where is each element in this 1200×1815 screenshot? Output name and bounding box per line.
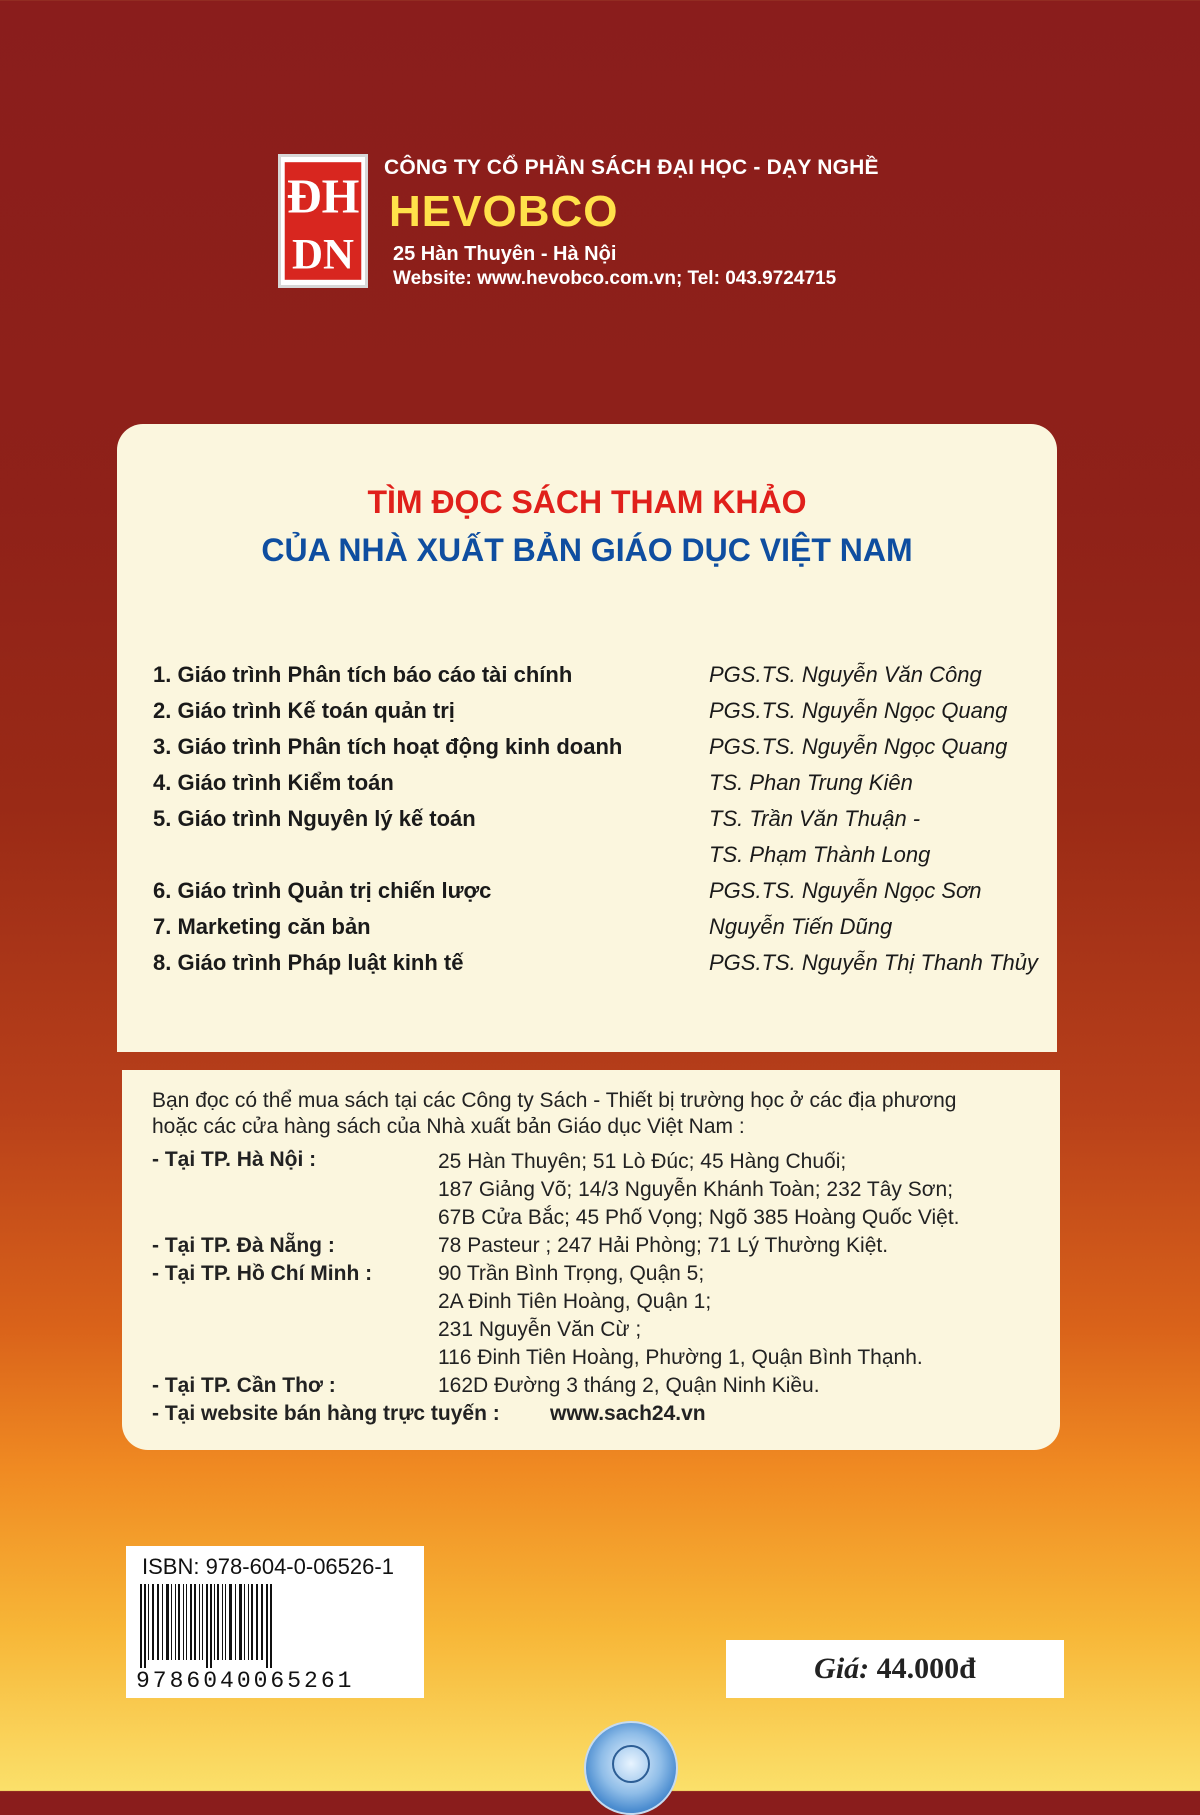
barcode-bar — [157, 1584, 159, 1660]
barcode-bar — [217, 1584, 219, 1660]
book-row — [153, 914, 1033, 946]
book-row — [153, 950, 1038, 982]
barcode-bar — [225, 1584, 226, 1660]
address-line: 162D Đường 3 tháng 2, Quận Ninh Kiều. — [438, 1374, 820, 1397]
barcode-bar — [175, 1584, 176, 1660]
address-line: 2A Đinh Tiên Hoàng, Quận 1; — [438, 1290, 712, 1313]
barcode-bar — [140, 1584, 142, 1668]
barcode-bar — [152, 1584, 154, 1660]
book-row — [153, 770, 1033, 802]
book-title: 4. Giáo trình Kiểm toán — [153, 770, 394, 795]
price-label: Giá: — [814, 1652, 870, 1685]
book-author: PGS.TS. Nguyễn Văn Công — [709, 662, 982, 687]
book-author: TS. Trần Văn Thuận - — [709, 806, 921, 831]
book-author: Nguyễn Tiến Dũng — [709, 914, 893, 939]
barcode-bar — [251, 1584, 253, 1660]
address-line: 187 Giảng Võ; 14/3 Nguyễn Khánh Toàn; 232 Tây Sơn; — [438, 1178, 954, 1201]
publisher-company: CÔNG TY CỔ PHẦN SÁCH ĐẠI HỌC - DẠY NGHỀ — [384, 156, 879, 179]
barcode-bar — [261, 1584, 263, 1660]
address-line: 25 Hàn Thuyên; 51 Lò Đúc; 45 Hàng Chuối; — [438, 1150, 847, 1173]
isbn-label: ISBN: 978-604-0-06526-1 — [142, 1554, 394, 1579]
address-line: 116 Đinh Tiên Hoàng, Phường 1, Quận Bình Thạnh. — [438, 1346, 923, 1369]
location-hcm: - Tại TP. Hồ Chí Minh : — [152, 1262, 373, 1285]
barcode-digits: 9786040065261 — [136, 1668, 355, 1694]
barcode-bar — [183, 1584, 184, 1660]
book-row — [153, 734, 1033, 766]
barcode-bar — [235, 1584, 236, 1660]
address-line: 78 Pasteur ; 247 Hải Phòng; 71 Lý Thường Kiệt. — [438, 1234, 889, 1257]
isbn-box — [126, 1546, 424, 1698]
book-author: TS. Phan Trung Kiên — [709, 770, 913, 795]
barcode-icon — [138, 1584, 412, 1668]
barcode-bar — [229, 1584, 232, 1660]
book-row — [153, 698, 1033, 730]
barcode-bar — [144, 1584, 146, 1668]
stores-panel — [122, 1070, 1060, 1450]
book-title: 8. Giáo trình Pháp luật kinh tế — [153, 950, 464, 975]
svg-text:ĐH: ĐH — [286, 170, 360, 224]
book-title: 3. Giáo trình Phân tích hoạt động kinh doanh — [153, 734, 623, 759]
barcode-bar — [171, 1584, 172, 1660]
book-title: 7. Marketing căn bản — [153, 914, 371, 939]
booklist-panel — [117, 424, 1057, 1052]
publisher-address: 25 Hàn Thuyên - Hà Nội — [393, 243, 617, 265]
barcode-bar — [162, 1584, 163, 1660]
barcode-bar — [270, 1584, 272, 1668]
barcode-bar — [244, 1584, 245, 1660]
barcode-bar — [222, 1584, 223, 1660]
stores-intro-line: hoặc các cửa hàng sách của Nhà xuất bản Giáo dục Việt Nam : — [152, 1115, 745, 1138]
book-title: 2. Giáo trình Kế toán quản trị — [153, 698, 455, 723]
location-danang: - Tại TP. Đà Nẵng : — [152, 1234, 335, 1257]
address-line: 90 Trần Bình Trọng, Quận 5; — [438, 1262, 705, 1285]
barcode-bar — [206, 1584, 208, 1668]
barcode-bar — [239, 1584, 242, 1660]
book-author: PGS.TS. Nguyễn Thị Thanh Thủy — [709, 950, 1038, 975]
book-row — [153, 878, 1033, 910]
book-row — [153, 662, 1033, 694]
book-author: PGS.TS. Nguyễn Ngọc Sơn — [709, 878, 982, 903]
location-online: - Tại website bán hàng trực tuyến : — [152, 1402, 500, 1425]
online-store-url: www.sach24.vn — [550, 1402, 706, 1425]
publisher-brand: HEVOBCO — [389, 187, 619, 236]
publisher-logo — [278, 154, 368, 288]
barcode-bar — [199, 1584, 200, 1660]
barcode-bar — [248, 1584, 249, 1660]
stores-intro-line: Bạn đọc có thể mua sách tại các Công ty Sách - Thiết bị trường học ở các địa phương — [152, 1089, 957, 1112]
barcode-bar — [256, 1584, 258, 1660]
price-tag — [726, 1640, 1064, 1698]
price-value: 44.000đ — [876, 1652, 976, 1685]
book-title: 5. Giáo trình Nguyên lý kế toán — [153, 806, 476, 831]
location-hanoi: - Tại TP. Hà Nội : — [152, 1148, 317, 1171]
book-author: PGS.TS. Nguyễn Ngọc Quang — [709, 734, 1008, 759]
address-line: 67B Cửa Bắc; 45 Phố Vọng; Ngõ 385 Hoàng Quốc Việt. — [438, 1206, 960, 1229]
book-row — [153, 806, 1033, 838]
barcode-bar — [266, 1584, 268, 1668]
barcode-bar — [210, 1584, 212, 1668]
address-line: 231 Nguyễn Văn Cừ ; — [438, 1318, 642, 1341]
book-title: 6. Giáo trình Quản trị chiến lược — [153, 878, 492, 903]
stores-intro — [152, 1088, 1042, 1140]
book-title: 1. Giáo trình Phân tích báo cáo tài chính — [153, 662, 573, 687]
booklist-subtitle: CỦA NHÀ XUẤT BẢN GIÁO DỤC VIỆT NAM — [261, 532, 913, 568]
location-cantho: - Tại TP. Cần Thơ : — [152, 1374, 336, 1397]
dh-dn-logo-icon — [281, 157, 365, 285]
book-author: TS. Phạm Thành Long — [709, 842, 931, 867]
barcode-bar — [202, 1584, 203, 1660]
barcode-bar — [186, 1584, 187, 1660]
hologram-seal-icon — [584, 1721, 678, 1815]
publisher-contact: Website: www.hevobco.com.vn; Tel: 043.9724715 — [393, 268, 837, 289]
barcode-bar — [148, 1584, 149, 1660]
svg-text:DN: DN — [292, 231, 354, 279]
barcode-bar — [214, 1584, 215, 1660]
barcode-bar — [190, 1584, 192, 1660]
barcode-bar — [166, 1584, 169, 1660]
book-row — [153, 842, 1033, 874]
barcode-bar — [194, 1584, 196, 1660]
booklist-title: TÌM ĐỌC SÁCH THAM KHẢO — [367, 484, 807, 520]
book-author: PGS.TS. Nguyễn Ngọc Quang — [709, 698, 1008, 723]
barcode-bar — [178, 1584, 180, 1660]
seal-emblem — [612, 1745, 650, 1783]
